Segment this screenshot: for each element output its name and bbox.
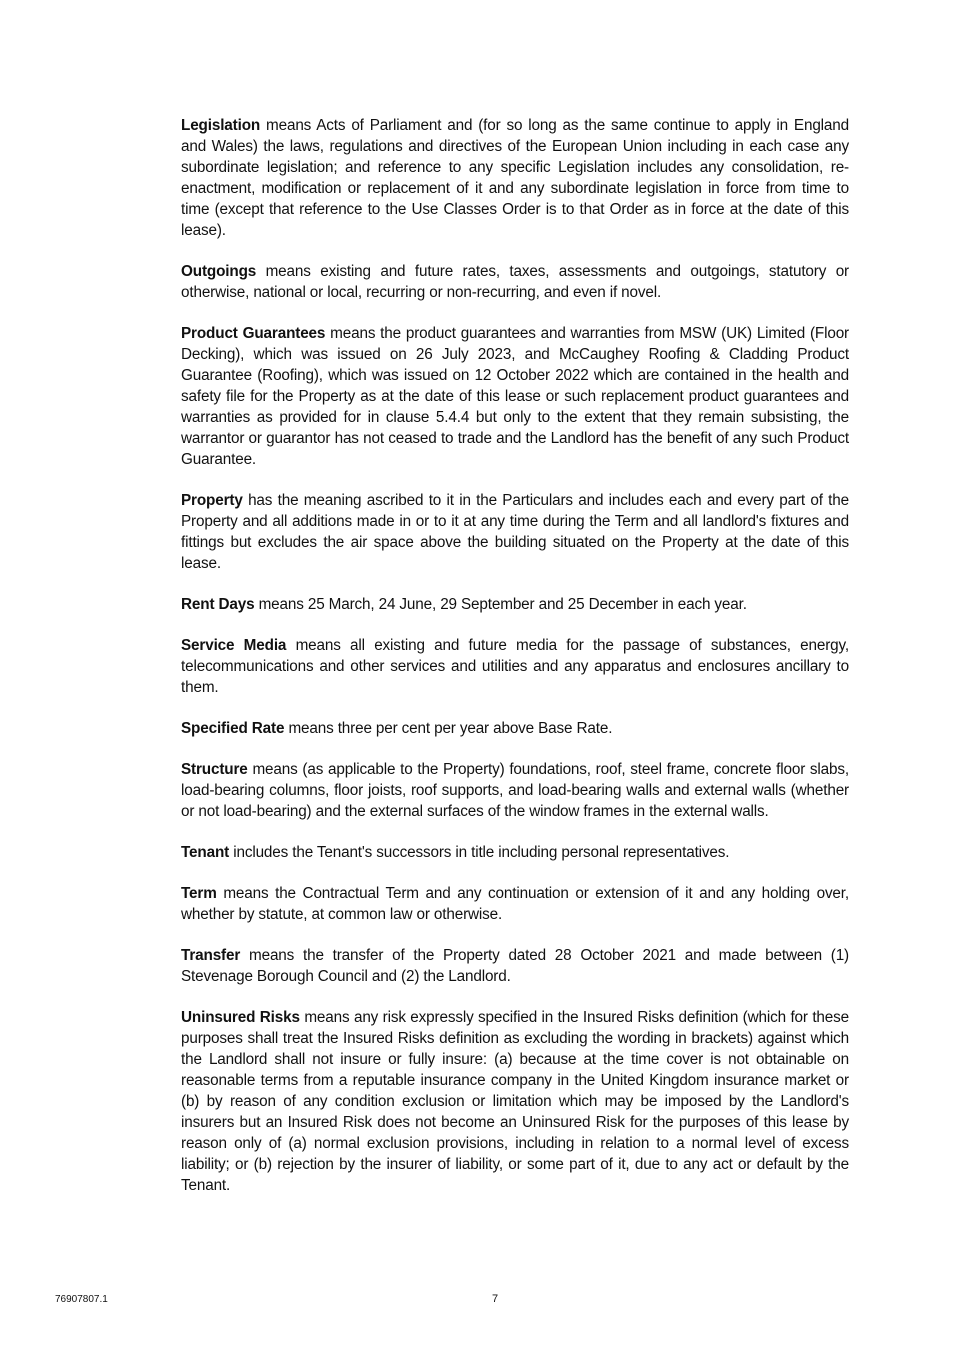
definition-term: Rent Days: [181, 596, 255, 613]
definition-tenant: [181, 842, 849, 863]
definition-term-period: [181, 883, 849, 925]
definition-property: [181, 490, 849, 574]
definition-term: Specified Rate: [181, 720, 285, 737]
definition-term: Product Guarantees: [181, 325, 326, 342]
definitions-list: [181, 115, 849, 1216]
definition-text: means 25 March, 24 June, 29 September and 25 December in each year.: [258, 596, 747, 613]
definition-text: has the meaning ascribed to it in the Particulars and includes each and every part of the Property and all additions made in or to it at any time during the Term and all landlord's fixtures and fittings but excludes the air space above the building situated on the Property at the date of this lease.: [181, 492, 849, 572]
definition-term: Outgoings: [181, 263, 257, 280]
definition-text: means three per cent per year above Base Rate.: [288, 720, 613, 737]
definition-text: means the transfer of the Property dated 28 October 2021 and made between (1) Stevenage Borough Council and (2) the Landlord.: [181, 947, 849, 985]
definition-term: Structure: [181, 761, 248, 778]
definition-text: means (as applicable to the Property) foundations, roof, steel frame, concrete floor slabs, load-bearing columns, floor joists, roof supports, and load-bearing walls and external walls (whether or not load-bearing) and the external surfaces of the window frames in the external walls.: [181, 761, 849, 820]
definition-term: Transfer: [181, 947, 241, 964]
definition-rent-days: [181, 594, 849, 615]
definition-term: Property: [181, 492, 243, 509]
definition-uninsured-risks: [181, 1007, 849, 1196]
document-reference: 76907807.1: [55, 1294, 108, 1305]
definition-text: means existing and future rates, taxes, assessments and outgoings, statutory or otherwise, national or local, recurring or non-recurring, and even if novel.: [181, 263, 849, 301]
definition-term: Term: [181, 885, 217, 902]
definition-term: Legislation: [181, 117, 261, 134]
definition-product-guarantees: [181, 323, 849, 470]
definition-term: Uninsured Risks: [181, 1009, 300, 1026]
definition-transfer: [181, 945, 849, 987]
definition-term: Service Media: [181, 637, 287, 654]
definition-term: Tenant: [181, 844, 230, 861]
definition-text: includes the Tenant's successors in title including personal representatives.: [233, 844, 730, 861]
definition-text: means the product guarantees and warranties from MSW (UK) Limited (Floor Decking), which was issued on 26 July 2023, and McCaughey Roofing & Cladding Product Guarantee (Roofing), which was issued on 12 October 2022 which are contained in the health and safety file for the Property as at the date of this lease or such replacement product guarantees and warranties as provided for in clause 5.4.4 but only to the extent that they remain subsisting, the warrantor or guarantor has not ceased to trade and the Landlord has the benefit of any such Product Guarantee.: [181, 325, 849, 468]
definition-outgoings: [181, 261, 849, 303]
definition-specified-rate: [181, 718, 849, 739]
definition-text: means Acts of Parliament and (for so long as the same continue to apply in England and Wales) the laws, regulations and directives of the European Union including in each case any subordinate legislation; and reference to any specific Legislation includes any consolidation, re-enactment, modification or replacement of it and any subordinate legislation in force from time to time (except that reference to the Use Classes Order is to that Order as in force at the date of this lease).: [181, 117, 849, 239]
definition-text: means all existing and future media for the passage of substances, energy, telecommunications and other services and utilities and any apparatus and enclosures ancillary to them.: [181, 637, 849, 696]
definition-structure: [181, 759, 849, 822]
definition-service-media: [181, 635, 849, 698]
definition-text: means any risk expressly specified in the Insured Risks definition (which for these purposes shall treat the Insured Risks definition as excluding the wording in brackets) against which the Landlord shall not insure or fully insure: (a) because at the time cover is not obtainable on reasonable terms from a reputable insurance company in the United Kingdom insurance market or (b) by reason of any condition exclusion or limitation which may be imposed by the Landlord's insurers but an Insured Risk does not become an Uninsured Risk for the purposes of this lease by reason only of (a) normal exclusion provisions, including in relation to a normal level of excess liability; or (b) rejection by the insurer of liability, or some part of it, due to any act or default by the Tenant.: [181, 1009, 849, 1194]
definition-legislation: [181, 115, 849, 241]
page-number: 7: [492, 1293, 499, 1305]
definition-text: means the Contractual Term and any continuation or extension of it and any holding over, whether by statute, at common law or otherwise.: [181, 885, 849, 923]
